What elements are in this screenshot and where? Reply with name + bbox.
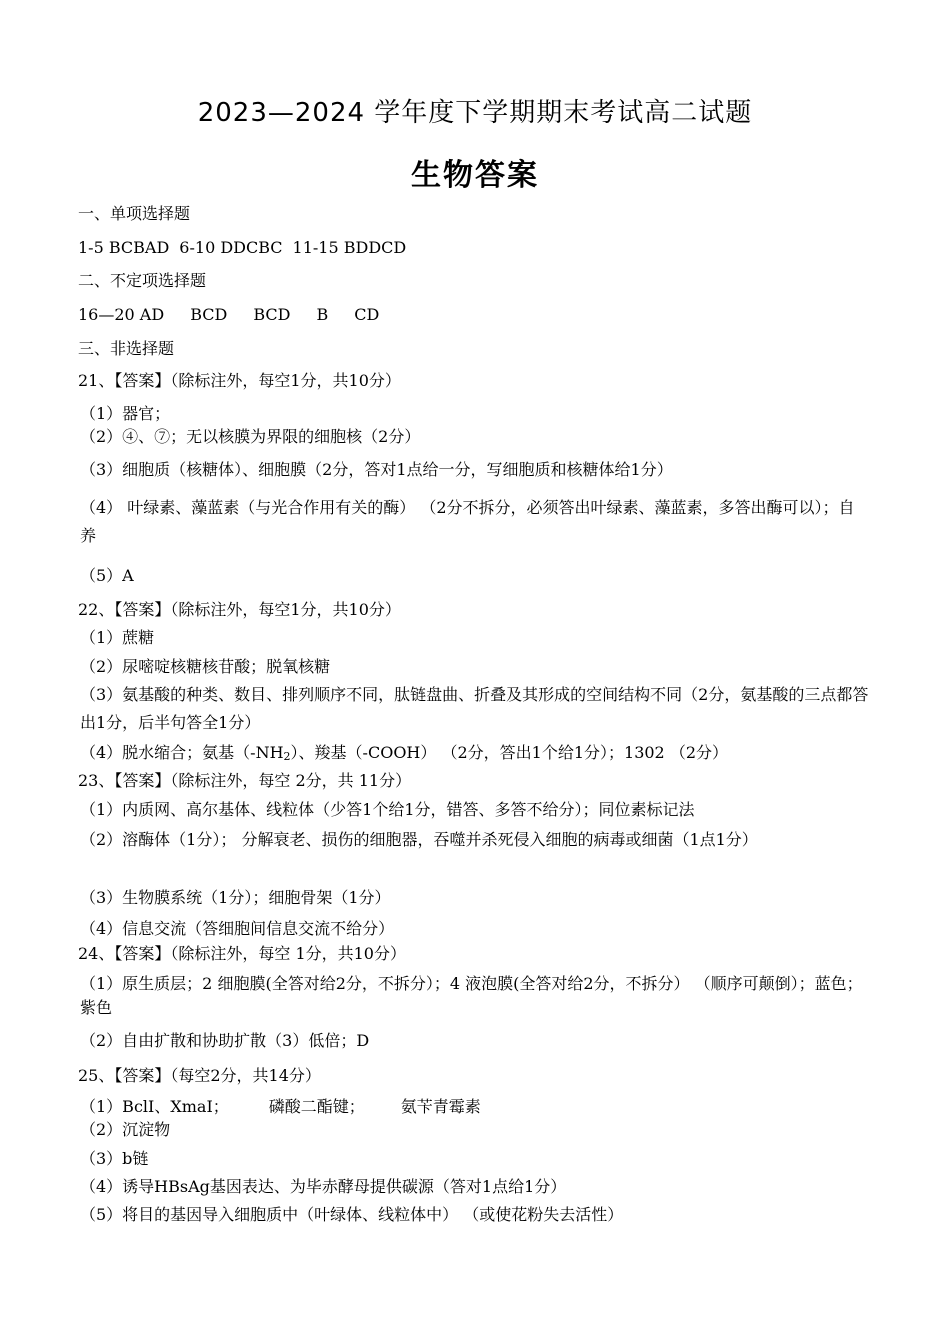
answer-group: 16—20 AD (78, 305, 165, 324)
answer-group: B (316, 305, 329, 324)
exam-subtitle: 生物答案 (411, 158, 539, 193)
q22-item-4 (80, 742, 880, 768)
q25-item-5: （5）将目的基因导入细胞质中（叶绿体、线粒体中） （或使花粉失去活性） (80, 1205, 624, 1224)
q21-item-2: （2）④、⑦；无以核膜为界限的细胞核（2分） (80, 427, 421, 446)
q21-item-1: （1）器官； (80, 404, 171, 423)
q21-item-3: （3）细胞质（核糖体）、细胞膜（2分，答对1点给一分，写细胞质和核糖体给1分） (80, 460, 673, 479)
q24-header: 24、【答案】（除标注外，每空 1分，共10分） (78, 944, 406, 963)
q25-item-3: （3）b链 (80, 1149, 149, 1168)
q24-item-1: （1）原生质层；2 细胞膜(全答对给2分，不拆分）；4 液泡膜(全答对给2分，不拆分） （顺序可颠倒）；蓝色；紫色 (80, 974, 863, 1017)
q25-item-2: （2）沉淀物 (80, 1120, 171, 1139)
q21-item-5: （5）A (80, 566, 134, 585)
q25-item-1-part: （1）BclⅠ、XmaⅠ； (80, 1097, 229, 1116)
q25-item-4: （4）诱导HBsAg基因表达、为毕赤酵母提供碳源（答对1点给1分） (80, 1177, 567, 1196)
answer-group: BCD (253, 305, 291, 324)
q23-item-1: （1）内质网、高尔基体、线粒体（少答1个给1分，错答、多答不给分）；同位素标记法 (80, 800, 695, 819)
q23-item-4: （4）信息交流（答细胞间信息交流不给分） (80, 919, 395, 938)
q22-header: 22、【答案】（除标注外，每空1分，共10分） (78, 600, 401, 619)
q22-item-4-text: ）、羧基（-COOH） （2分，答出1个给1分）；1302 （2分） (290, 743, 728, 762)
answer-group: 1-5 BCBAD (78, 238, 170, 257)
q22-item-3: （3）氨基酸的种类、数目、排列顺序不同，肽链盘曲、折叠及其形成的空间结构不同（2分，氨基酸的三点都答出1分，后半句答全1分） (80, 685, 869, 732)
q22-item-4-text: （4）脱水缩合；氨基（-NH (80, 743, 284, 762)
q23-item-3: （3）生物膜系统（1分）；细胞骨架（1分） (80, 888, 391, 907)
q22-item-1: （1）蔗糖 (80, 628, 155, 647)
answer-group: 6-10 DDCBC (179, 238, 283, 257)
section-heading-multiple-choice: 二、不定项选择题 (78, 271, 207, 290)
section-heading-non-choice: 三、非选择题 (78, 339, 175, 358)
q25-item-1-part: 氨苄青霉素 (400, 1097, 481, 1116)
q24-item-2: （2）自由扩散和协助扩散（3）低倍；D (80, 1031, 370, 1050)
subscript: 2 (283, 750, 291, 763)
q23-item-2: （2）溶酶体（1分）； 分解衰老、损伤的细胞器，吞噬并杀死侵入细胞的病毒或细菌（1点1分） (80, 830, 758, 849)
q25-item-1-part: 磷酸二酯键； (268, 1097, 365, 1116)
answer-group: 11-15 BDDCD (292, 238, 407, 257)
exam-title: 2023—2024 学年度下学期期末考试高二试题 (197, 98, 753, 128)
q25-item-1 (80, 1096, 880, 1118)
q23-header: 23、【答案】（除标注外，每空 2分，共 11分） (78, 771, 412, 790)
q22-item-2: （2）尿嘧啶核糖核苷酸；脱氧核糖 (80, 657, 331, 676)
q25-header: 25、【答案】（每空2分，共14分） (78, 1066, 321, 1085)
q21-item-4: （4） 叶绿素、藻蓝素（与光合作用有关的酶） （2分不拆分，必须答出叶绿素、藻蓝素，多答出酶可以）；自养 (80, 498, 855, 545)
single-choice-answers (78, 237, 878, 259)
answer-group: CD (354, 305, 380, 324)
multiple-choice-answers (78, 304, 878, 326)
section-heading-single-choice: 一、单项选择题 (78, 204, 191, 223)
answer-group: BCD (190, 305, 228, 324)
q21-header: 21、【答案】（除标注外，每空1分，共10分） (78, 371, 401, 390)
